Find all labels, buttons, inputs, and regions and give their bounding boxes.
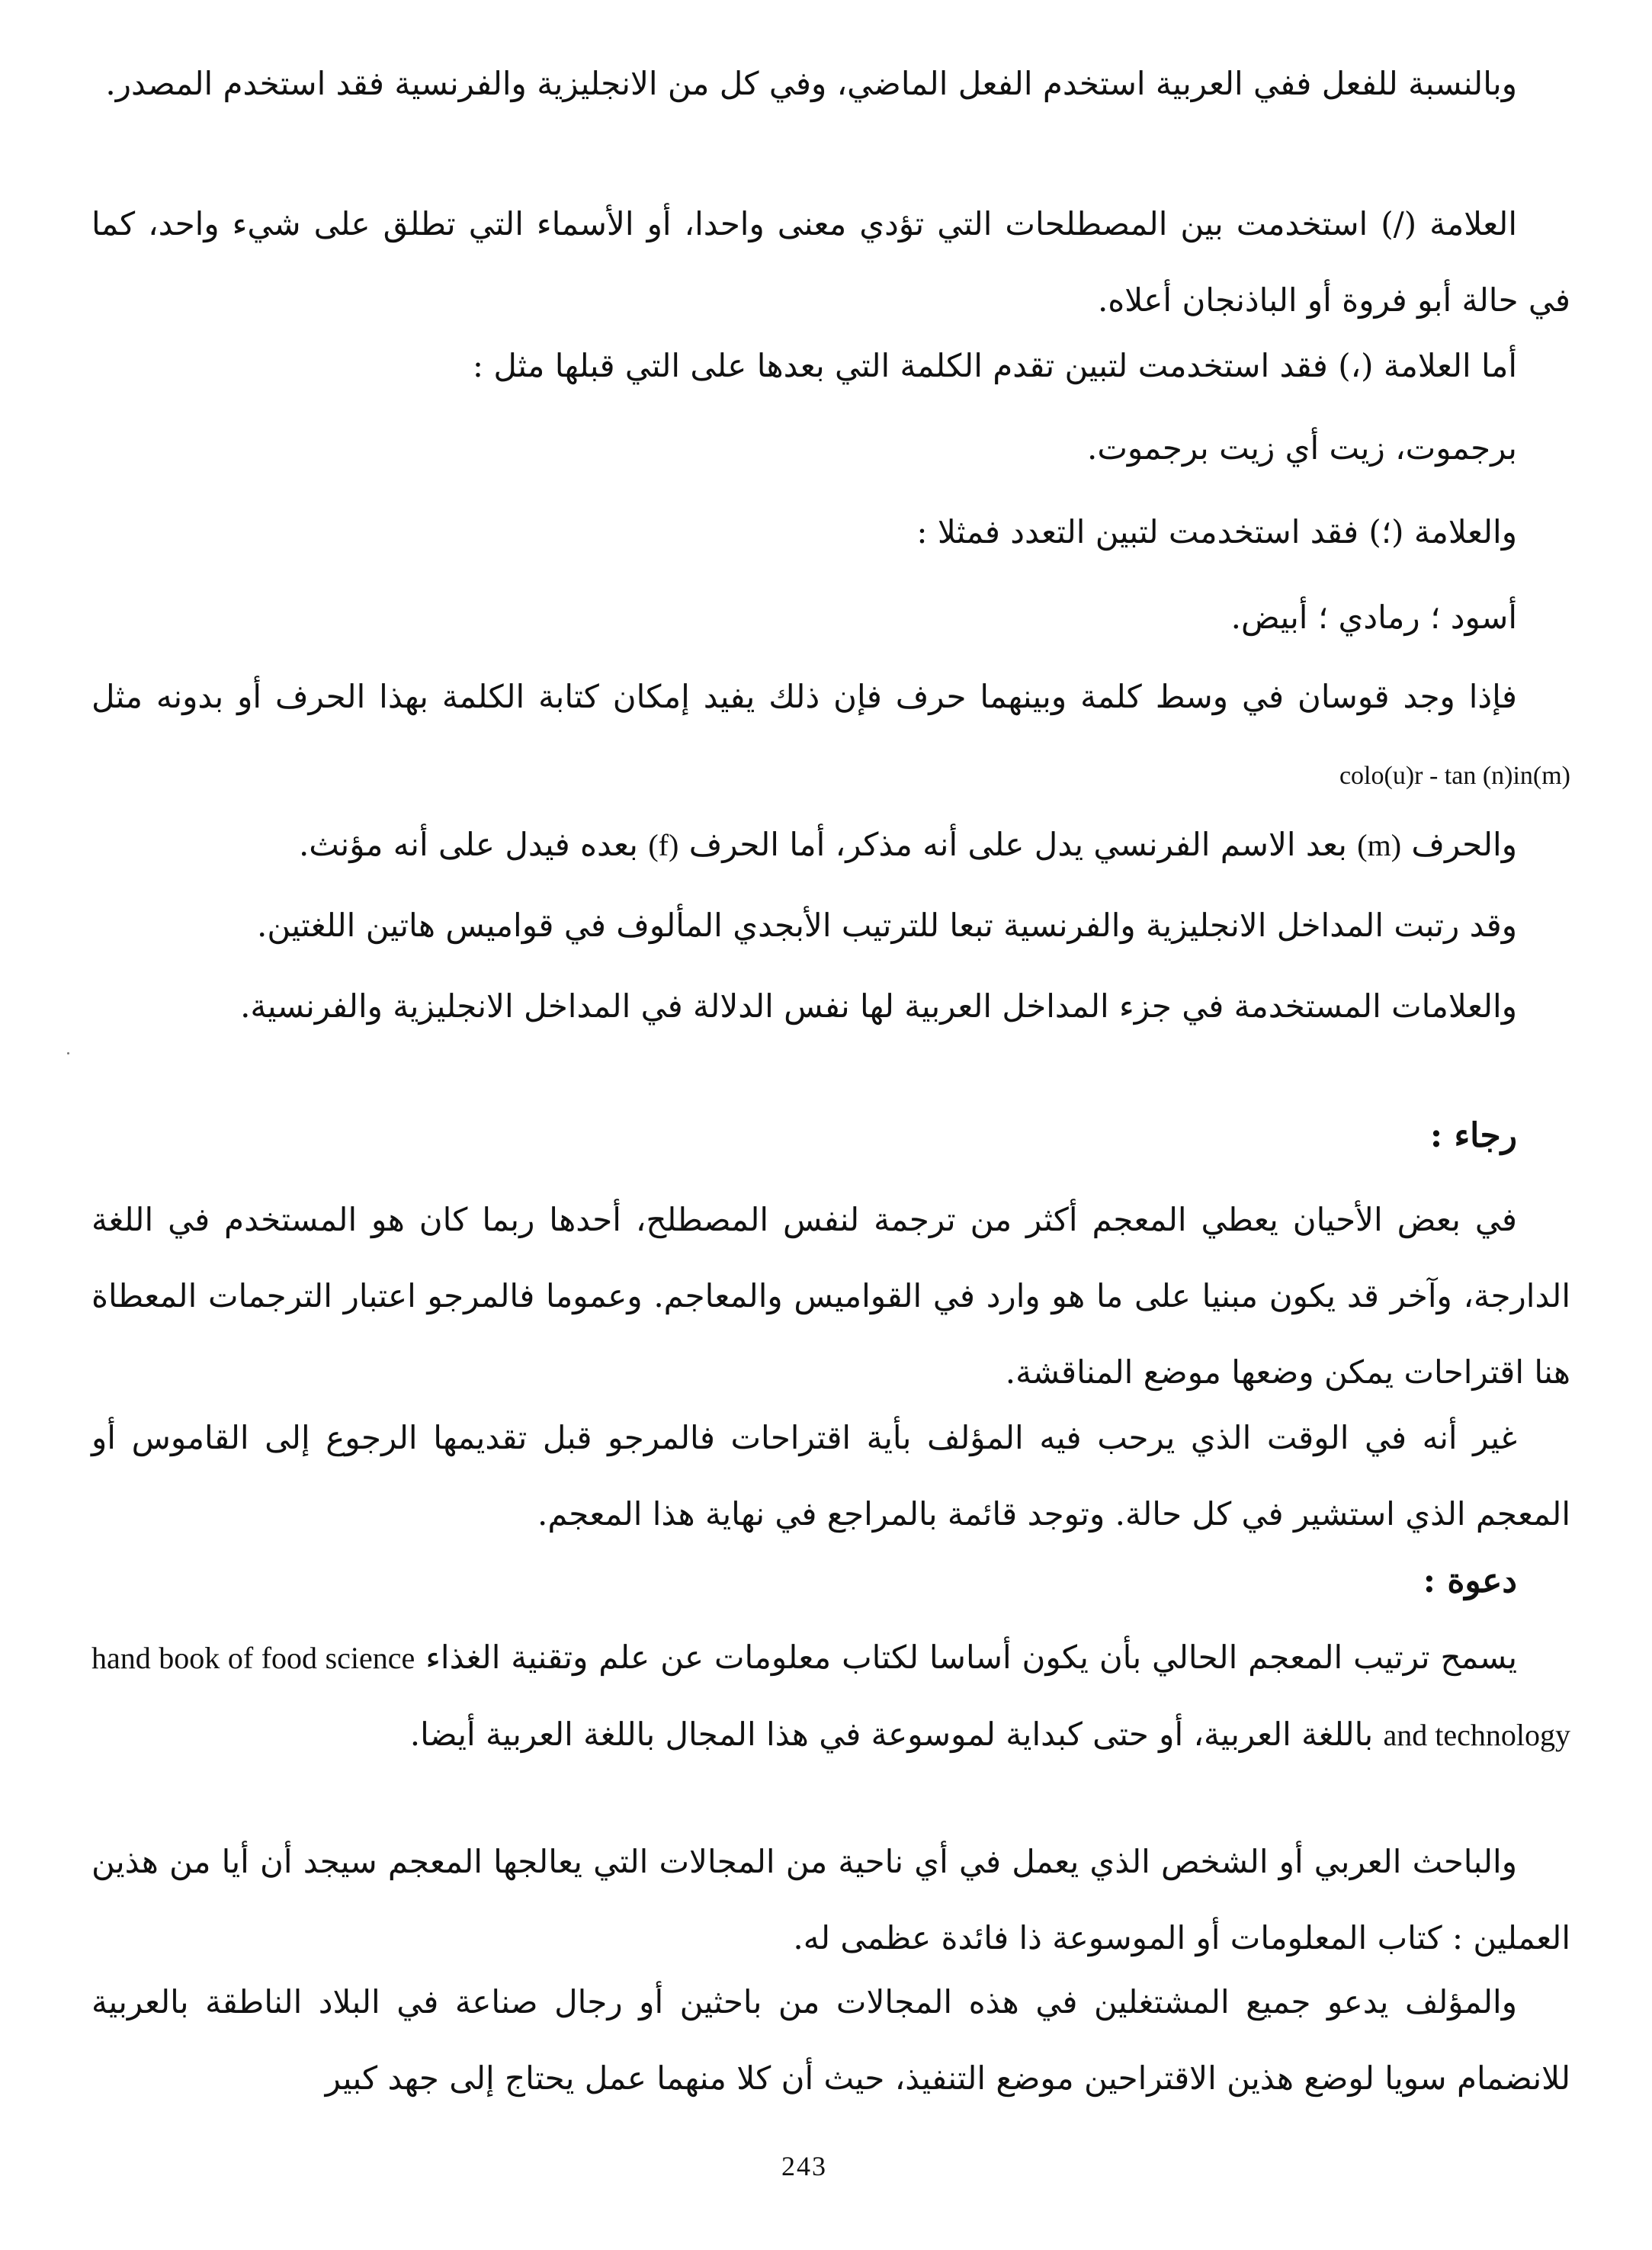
paragraph-parentheses bbox=[91, 659, 1570, 814]
heading-invitation: دعوة : bbox=[1423, 1562, 1517, 1600]
paragraph-semicolon-mark: والعلامة (؛) فقد استخدمت لتبين التعدد فمثلا : bbox=[916, 513, 1517, 550]
scan-speck bbox=[67, 1052, 69, 1054]
gender-part-2: بعد الاسم الفرنسي يدل على أنه مذكر، أما الحرف bbox=[688, 826, 1347, 863]
gender-part-1: والحرف bbox=[1411, 826, 1517, 863]
paragraph-entry-order: وقد رتبت المداخل الانجليزية والفرنسية تبعا للترتيب الأبجدي المألوف في قواميس هاتين اللغتين. bbox=[257, 907, 1517, 944]
gender-part-3: بعده فيدل على أنه مؤنث. bbox=[298, 826, 638, 863]
heading-request: رجاء : bbox=[1429, 1116, 1517, 1155]
paragraph-handbook-basis bbox=[91, 1619, 1570, 1773]
paragraph-suggestions: غير أنه في الوقت الذي يرحب فيه المؤلف بأية اقتراحات فالمرجو قبل تقديمها الرجوع إلى القاموس أو المعجم الذي استشير في كل حالة. وتوجد قائمة بالمراجع في نهاية هذا المعجم. bbox=[91, 1419, 1570, 1533]
paragraph-verb-form: وبالنسبة للفعل ففي العربية استخدم الفعل الماضي، وفي كل من الانجليزية والفرنسية فقد استخدم المصدر. bbox=[105, 65, 1517, 102]
paragraph-arabic-marks: والعلامات المستخدمة في جزء المداخل العربية لها نفس الدلالة في المداخل الانجليزية والفرنسية. bbox=[240, 987, 1517, 1025]
handbook-english-title: hand book of food science and technology bbox=[91, 1641, 1570, 1752]
paragraph-slash-mark: العلامة (/) استخدمت بين المصطلحات التي تؤدي معنى واحدا، أو الأسماء التي تطلق على شيء واحد، كما في حالة أبو فروة أو الباذنجان أعلاه. bbox=[91, 205, 1570, 319]
parentheses-example: colo(u)r - tan (n)in(m) bbox=[1339, 762, 1570, 790]
paragraph-multiple-translations: في بعض الأحيان يعطي المعجم أكثر من ترجمة لنفس المصطلح، أحدها ربما كان هو المستخدم في اللغة الدارجة، وآخر قد يكون مبنيا على ما هو وارد في القواميس والمعاجم. وعموما فالمرجو اعتبار الترجمات المعطاة هنا اقتراحات يمكن وضعها موضع المناقشة. bbox=[91, 1201, 1570, 1391]
gender-feminine-letter: (f) bbox=[648, 828, 679, 862]
paragraph-comma-mark: أما العلامة (،) فقد استخدمت لتبين تقدم الكلمة التي بعدها على التي قبلها مثل : bbox=[472, 347, 1517, 384]
page-number: 243 bbox=[781, 2151, 827, 2181]
example-bergamot: برجموت، زيت أي زيت برجموت. bbox=[1087, 429, 1517, 467]
paragraph-gender-letters bbox=[91, 807, 1570, 884]
document-page bbox=[91, 0, 1570, 2250]
handbook-part-2: باللغة العربية، أو حتى كبداية لموسوعة في هذا المجال باللغة العربية أيضا. bbox=[409, 1716, 1374, 1753]
example-colors: أسود ؛ رمادي ؛ أبيض. bbox=[1230, 599, 1517, 636]
handbook-part-1: يسمح ترتيب المعجم الحالي بأن يكون أساسا لكتاب معلومات عن علم وتقنية الغذاء bbox=[425, 1639, 1518, 1676]
paragraph-arab-researcher: والباحث العربي أو الشخص الذي يعمل في أي ناحية من المجالات التي يعالجها المعجم سيجد أن أيا من هذين العملين : كتاب المعلومات أو الموسوعة ذا فائدة عظمى له. bbox=[91, 1843, 1570, 1956]
paragraph-author-invitation: والمؤلف يدعو جميع المشتغلين في هذه المجالات من باحثين أو رجال صناعة في البلاد الناطقة بالعربية للانضمام سويا لوضع هذين الاقتراحين موضع التنفيذ، حيث أن كلا منهما عمل يحتاج إلى جهد كبير bbox=[91, 1983, 1570, 2097]
parentheses-arabic-text: فإذا وجد قوسان في وسط كلمة وبينهما حرف فإن ذلك يفيد إمكان كتابة الكلمة بهذا الحرف أو بدونه مثل bbox=[91, 678, 1517, 715]
gender-masculine-letter: (m) bbox=[1357, 828, 1402, 862]
